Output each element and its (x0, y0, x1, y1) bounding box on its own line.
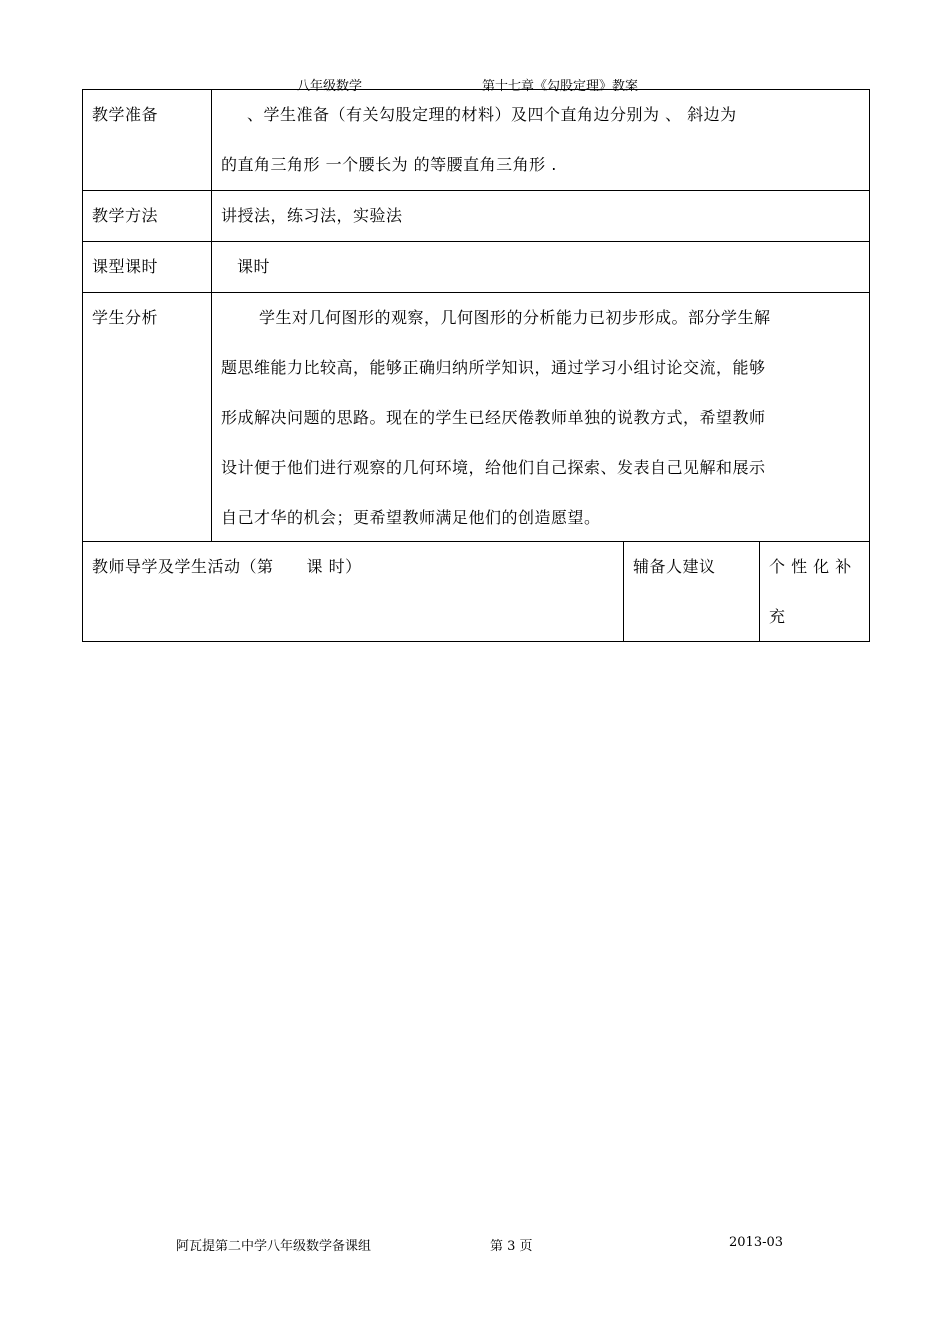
column-divider (211, 90, 212, 541)
preparation-line-2: 的直角三角形 一个腰长为 的等腰直角三角形 . (221, 155, 557, 174)
analysis-line-2: 题思维能力比较高，能够正确归纳所学知识，通过学习小组讨论交流，能够 (221, 358, 766, 377)
lesson-plan-table (82, 89, 870, 642)
row-label-method: 教学方法 (92, 206, 159, 225)
row-label-student-analysis: 学生分析 (92, 308, 159, 327)
column-divider (623, 541, 624, 642)
analysis-line-1: 学生对几何图形的观察，几何图形的分析能力已初步形成。部分学生解 (259, 308, 771, 327)
column-divider (759, 541, 760, 642)
method-content: 讲授法，练习法，实验法 (221, 206, 403, 225)
analysis-line-5: 自己才华的机会；更希望教师满足他们的创造愿望。 (221, 508, 601, 527)
analysis-line-4: 设计便于他们进行观察的几何环境，给他们自己探索、发表自己见解和展示 (221, 458, 766, 477)
personalized-supplement-label-1: 个 性 化 补 (769, 557, 852, 576)
preparation-line-1: 、学生准备（有关勾股定理的材料）及四个直角边分别为 、 斜边为 (247, 105, 737, 124)
lesson-type-content: 课时 (237, 257, 271, 276)
footer-date: 2013-03 (729, 1235, 784, 1250)
header-subject: 八年级数学 (297, 79, 363, 94)
teacher-guide-label: 教师导学及学生活动（第 课 时） (92, 557, 362, 576)
row-label-lesson-type: 课型课时 (92, 257, 159, 276)
co-preparer-suggestion-label: 辅备人建议 (633, 557, 716, 576)
footer-page-number: 第 3 页 (490, 1239, 533, 1254)
analysis-line-3: 形成解决问题的思路。现在的学生已经厌倦教师单独的说教方式，希望教师 (221, 408, 766, 427)
row-divider (83, 190, 869, 191)
row-divider (83, 241, 869, 242)
header-chapter: 第十七章《勾股定理》教案 (482, 79, 639, 94)
row-label-preparation: 教学准备 (92, 105, 159, 124)
footer-school: 阿瓦提第二中学八年级数学备课组 (176, 1239, 372, 1254)
personalized-supplement-label-2: 充 (769, 607, 786, 626)
